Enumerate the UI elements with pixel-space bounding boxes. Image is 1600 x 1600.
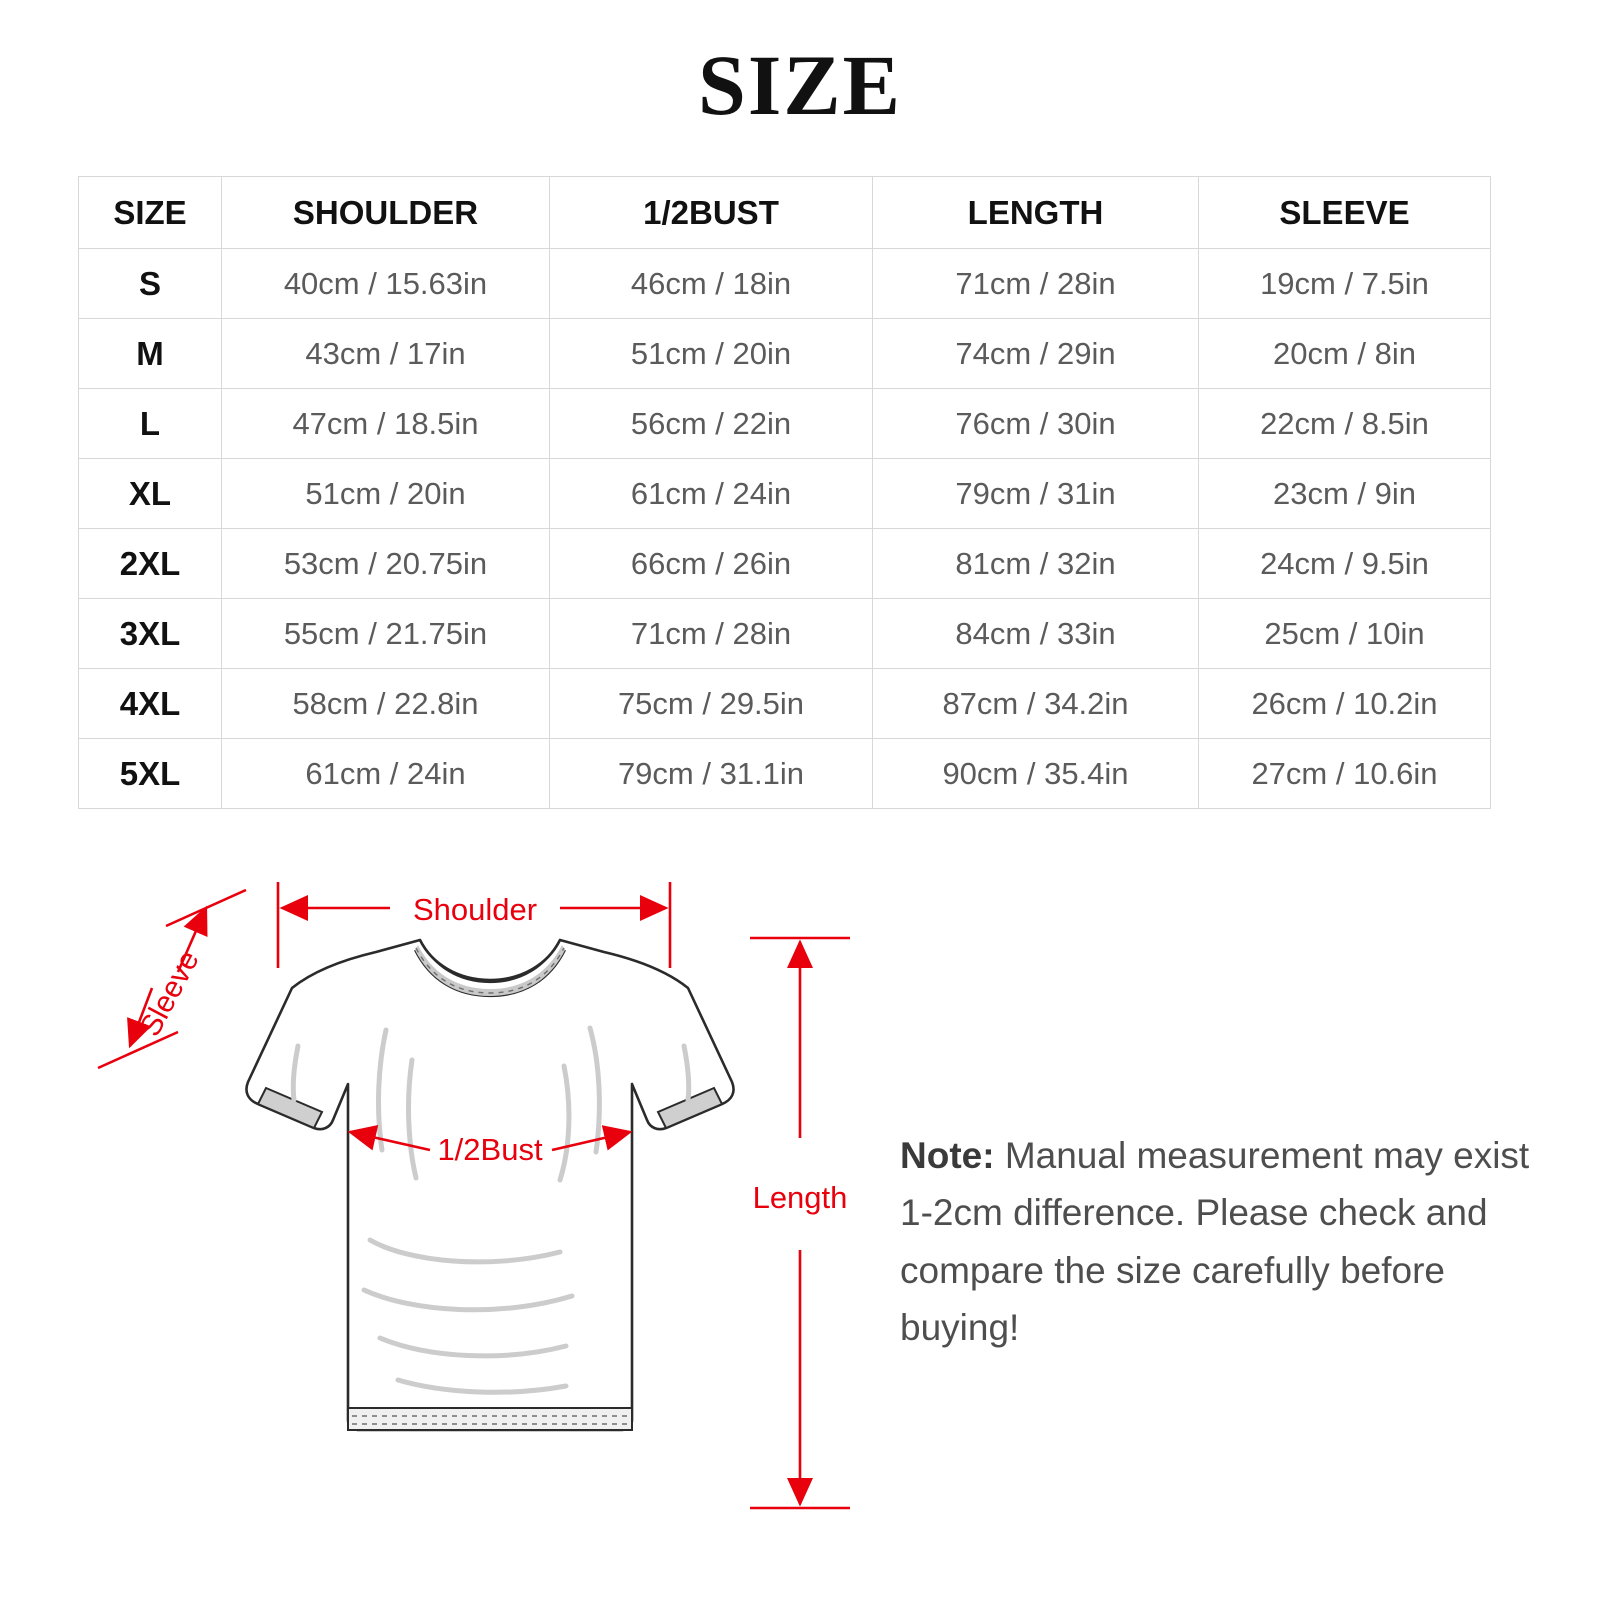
cell-length: 81cm / 32in (873, 529, 1199, 599)
cell-size: L (79, 389, 222, 459)
cell-size: 5XL (79, 739, 222, 809)
cell-bust: 46cm / 18in (550, 249, 873, 319)
cell-shoulder: 40cm / 15.63in (222, 249, 550, 319)
cell-sleeve: 19cm / 7.5in (1199, 249, 1491, 319)
cell-shoulder: 61cm / 24in (222, 739, 550, 809)
bust-label: 1/2Bust (437, 1132, 543, 1167)
cell-length: 87cm / 34.2in (873, 669, 1199, 739)
cell-length: 74cm / 29in (873, 319, 1199, 389)
cell-bust: 75cm / 29.5in (550, 669, 873, 739)
table-row (79, 459, 1491, 529)
cell-sleeve: 26cm / 10.2in (1199, 669, 1491, 739)
cell-size: 2XL (79, 529, 222, 599)
cell-size: S (79, 249, 222, 319)
cell-shoulder: 51cm / 20in (222, 459, 550, 529)
length-dimension (750, 938, 850, 1508)
column-header-length: LENGTH (873, 177, 1199, 249)
cell-shoulder: 43cm / 17in (222, 319, 550, 389)
cell-length: 84cm / 33in (873, 599, 1199, 669)
cell-size: 3XL (79, 599, 222, 669)
cell-bust: 61cm / 24in (550, 459, 873, 529)
table-row (79, 319, 1491, 389)
note-label: Note: (900, 1135, 995, 1176)
table-row (79, 739, 1491, 809)
cell-bust: 66cm / 26in (550, 529, 873, 599)
cell-sleeve: 24cm / 9.5in (1199, 529, 1491, 599)
column-header-shoulder: SHOULDER (222, 177, 550, 249)
cell-bust: 51cm / 20in (550, 319, 873, 389)
measurement-diagram (60, 860, 880, 1560)
table-header-row (79, 177, 1491, 249)
shoulder-label: Shoulder (412, 892, 538, 927)
table-row (79, 249, 1491, 319)
cell-length: 76cm / 30in (873, 389, 1199, 459)
cell-sleeve: 20cm / 8in (1199, 319, 1491, 389)
cell-sleeve: 25cm / 10in (1199, 599, 1491, 669)
cell-sleeve: 23cm / 9in (1199, 459, 1491, 529)
cell-shoulder: 53cm / 20.75in (222, 529, 550, 599)
cell-shoulder: 58cm / 22.8in (222, 669, 550, 739)
cell-bust: 56cm / 22in (550, 389, 873, 459)
cell-sleeve: 22cm / 8.5in (1199, 389, 1491, 459)
cell-length: 90cm / 35.4in (873, 739, 1199, 809)
note-text: Manual measurement may exist 1-2cm difference. Please check and compare the size carefully before buying! (900, 1135, 1530, 1349)
sleeve-tick-bottom (98, 1032, 178, 1068)
column-header-size: SIZE (79, 177, 222, 249)
size-table-container (78, 176, 1490, 809)
table-row (79, 599, 1491, 669)
length-label: Length (752, 1180, 848, 1215)
page-title: SIZE (697, 37, 903, 133)
sleeve-label: Sleeve (133, 945, 206, 1042)
cell-length: 79cm / 31in (873, 459, 1199, 529)
hem (348, 1408, 632, 1430)
cell-shoulder: 47cm / 18.5in (222, 389, 550, 459)
cell-size: XL (79, 459, 222, 529)
size-chart-table (78, 176, 1491, 809)
cell-size: 4XL (79, 669, 222, 739)
table-row (79, 389, 1491, 459)
cell-length: 71cm / 28in (873, 249, 1199, 319)
cell-size: M (79, 319, 222, 389)
column-header-bust: 1/2BUST (550, 177, 873, 249)
table-row (79, 669, 1491, 739)
measurement-note (900, 1127, 1540, 1356)
table-row (79, 529, 1491, 599)
column-header-sleeve: SLEEVE (1199, 177, 1491, 249)
cell-shoulder: 55cm / 21.75in (222, 599, 550, 669)
cell-sleeve: 27cm / 10.6in (1199, 739, 1491, 809)
cell-bust: 71cm / 28in (550, 599, 873, 669)
cell-bust: 79cm / 31.1in (550, 739, 873, 809)
